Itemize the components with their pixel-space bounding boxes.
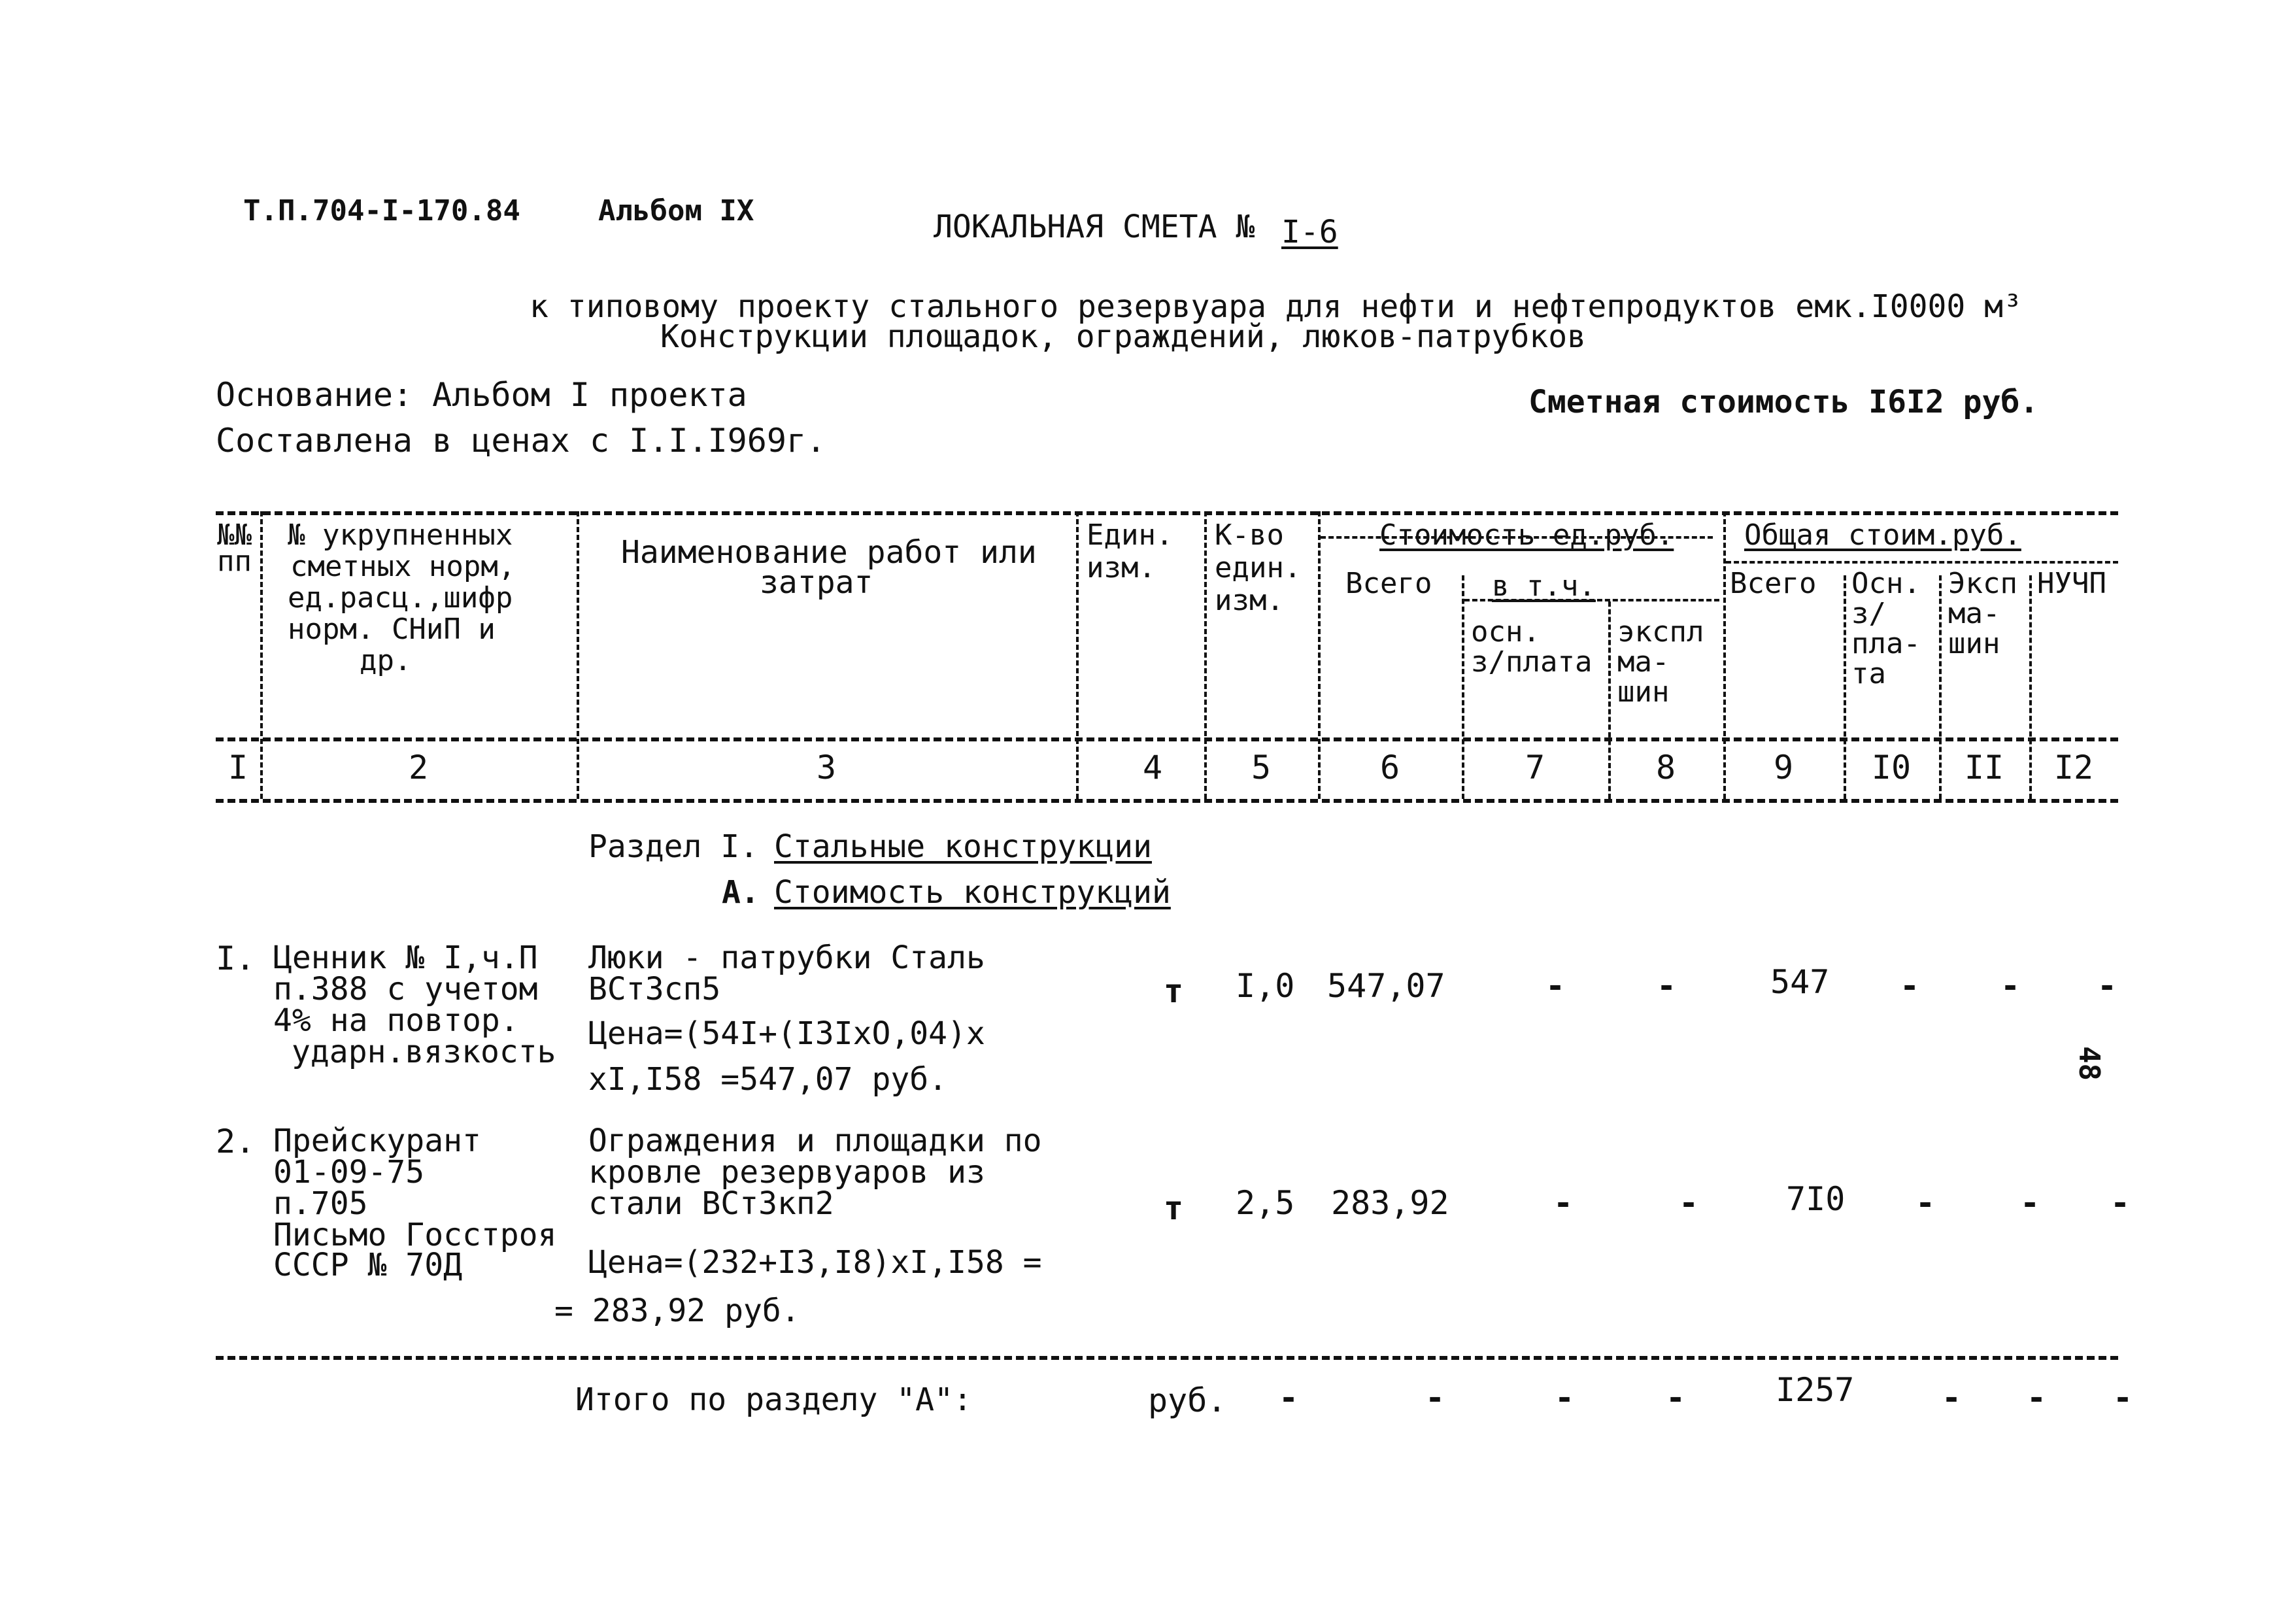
subtotal-c10: - — [1942, 1379, 1962, 1417]
prices-date: Составлена в ценах с I.I.I969г. — [216, 422, 826, 460]
colnum-6: 6 — [1379, 749, 1400, 787]
row-c8: - — [1679, 1184, 1699, 1222]
header-c2-line1: № укрупненных — [288, 518, 513, 552]
subsection-label: А. — [722, 874, 760, 911]
row-code-line: Ценник № I,ч.П — [273, 939, 538, 976]
colnum-bottom-rule — [216, 799, 2118, 803]
subtotal-rule — [216, 1356, 2118, 1360]
header-c4-line1: Един. — [1087, 518, 1173, 552]
header-c1-line1: №№ — [217, 518, 252, 552]
row-total: 547 — [1770, 963, 1830, 1001]
header-total-cost: Общая стоим.руб. — [1744, 518, 2021, 552]
row-c8: - — [1657, 967, 1677, 1005]
subtotal-label: Итого по разделу "А": — [575, 1381, 972, 1418]
header-c10-line3: пла- — [1851, 627, 1921, 660]
row-code-line: 01-09-75 — [273, 1154, 425, 1191]
header-c8-line2: ма- — [1617, 645, 1670, 679]
row-c7: - — [1553, 1184, 1574, 1222]
row-number: 2. — [216, 1123, 256, 1160]
row-c10: - — [1900, 967, 1920, 1005]
row-name-line: стали ВСт3кп2 — [588, 1185, 834, 1222]
row-name-line: Люки - патрубки Сталь — [588, 939, 985, 976]
row-price: 547,07 — [1327, 967, 1445, 1005]
header-c10-line1: Осн. — [1851, 567, 1921, 600]
row-code-line: п.705 — [273, 1185, 368, 1222]
header-c1-line2: пп — [217, 545, 252, 578]
header-c2-line4: норм. СНиП и — [288, 613, 496, 646]
header-c10-line4: та — [1851, 657, 1886, 690]
subtotal-total: I257 — [1776, 1371, 1855, 1409]
colnum-10: I0 — [1871, 749, 1912, 787]
doc-title: ЛОКАЛЬНАЯ СМЕТА № — [934, 209, 1255, 245]
row-name-line: кровле резервуаров из — [588, 1154, 985, 1191]
header-c11-line1: Эксп — [1948, 567, 2017, 600]
subsection-name: Стоимость конструкций — [774, 874, 1171, 911]
header-c7-line2: з/плата — [1471, 645, 1593, 679]
subtotal-c11: - — [2027, 1379, 2047, 1417]
header-c2-line5: др. — [360, 644, 412, 677]
row-c7: - — [1545, 967, 1566, 1005]
row-c11: - — [2000, 967, 2021, 1005]
header-c10-line2: з/ — [1851, 597, 1886, 630]
row-number: I. — [216, 939, 256, 977]
row-name-line: ВСт3сп5 — [588, 971, 721, 1007]
basis-text: Основание: Альбом I проекта — [216, 376, 747, 414]
colnum-7: 7 — [1525, 749, 1545, 787]
header-c5-line2: един. — [1215, 551, 1302, 584]
subtotal-c12: - — [2113, 1379, 2133, 1417]
header-c4-line2: изм. — [1087, 551, 1156, 584]
header-c11-line3: шин — [1948, 627, 2000, 660]
colnum-9: 9 — [1773, 749, 1794, 787]
row-code-line: Прейскурант — [273, 1123, 481, 1159]
subtotal-unit: руб. — [1148, 1381, 1227, 1419]
colnum-1: I — [228, 749, 248, 787]
section-label: Раздел I. — [588, 828, 759, 865]
header-c6: Всего — [1345, 567, 1432, 600]
section-name: Стальные конструкции — [774, 828, 1152, 865]
row-c12: - — [2097, 967, 2117, 1005]
colnum-5: 5 — [1251, 749, 1272, 787]
row-calc-line: Цена=(232+I3,I8)xI,I58 = — [588, 1244, 1042, 1281]
header-c5-line3: изм. — [1215, 584, 1284, 617]
colnum-4: 4 — [1143, 749, 1163, 787]
colnum-3: 3 — [816, 749, 837, 787]
header-c9: Всего — [1730, 567, 1817, 600]
header-c3-line2: затрат — [760, 564, 873, 601]
row-code-line: Письмо Госстроя — [273, 1217, 557, 1253]
header-c8-line1: экспл — [1617, 615, 1704, 649]
row-c10: - — [1915, 1184, 1936, 1222]
row-code-line: ударн.вязкость — [292, 1034, 556, 1070]
row-calc-line: = 283,92 руб. — [554, 1293, 800, 1329]
page-mark: 48 — [2072, 1046, 2106, 1081]
subtotal-c8: - — [1555, 1379, 1575, 1417]
row-code-line: 4% на повтор. — [273, 1002, 519, 1039]
row-code-line: п.388 с учетом — [273, 971, 538, 1007]
colnum-2: 2 — [408, 749, 429, 787]
row-total: 7I0 — [1786, 1180, 1846, 1218]
header-c2-line2: сметных норм, — [290, 550, 516, 583]
row-unit: т — [1164, 972, 1184, 1010]
row-c12: - — [2110, 1184, 2131, 1222]
total-cost-rule — [1726, 561, 2118, 564]
row-qty: 2,5 — [1236, 1184, 1295, 1222]
header-c2-line3: ед.расц.,шифр — [288, 581, 513, 615]
header-c11-line2: ма- — [1948, 597, 2000, 630]
row-qty: I,0 — [1236, 967, 1295, 1005]
row-price: 283,92 — [1331, 1184, 1449, 1222]
subtotal-c6: - — [1279, 1379, 1299, 1417]
row-name-line: Ограждения и площадки по — [588, 1123, 1042, 1159]
row-calc-line: Цена=(54I+(I3IxO,04)x — [588, 1015, 985, 1052]
subtitle-line1: к типовому проекту стального резервуара для нефти и нефтепродуктов емк.I0000 м³ — [530, 288, 2022, 325]
table-top-rule — [216, 511, 2118, 515]
subtotal-c8b: - — [1666, 1379, 1686, 1417]
colnum-8: 8 — [1655, 749, 1676, 787]
row-unit: т — [1164, 1189, 1184, 1227]
col-divider-3 — [1076, 511, 1079, 799]
row-c11: - — [2020, 1184, 2040, 1222]
header-c7-line1: осн. — [1471, 615, 1540, 649]
doc-code: Т.П.704-I-170.84 — [243, 194, 520, 228]
header-c3-line1: Наименование работ или — [621, 534, 1037, 571]
row-code-line: СССР № 70Д — [273, 1247, 462, 1283]
subtitle-line2: Конструкции площадок, ограждений, люков-патрубков — [660, 318, 1587, 355]
header-c12: НУЧП — [2037, 567, 2106, 600]
header-c5-line1: К-во — [1215, 518, 1284, 552]
header-incl: в т.ч. — [1492, 569, 1596, 603]
subtotal-c7: - — [1425, 1379, 1445, 1417]
header-c8-line3: шин — [1617, 675, 1670, 709]
doc-number: I-6 — [1281, 214, 1338, 250]
estimated-cost: Сметная стоимость I6I2 руб. — [1528, 384, 2039, 420]
header-unit-cost: Стоимость ед.руб. — [1379, 518, 1674, 552]
colnum-11: II — [1964, 749, 2004, 787]
row-calc-line: xI,I58 =547,07 руб. — [588, 1061, 948, 1098]
header-bottom-rule — [216, 737, 2118, 741]
colnum-12: I2 — [2053, 749, 2094, 787]
album-label: Альбом IX — [598, 194, 754, 228]
